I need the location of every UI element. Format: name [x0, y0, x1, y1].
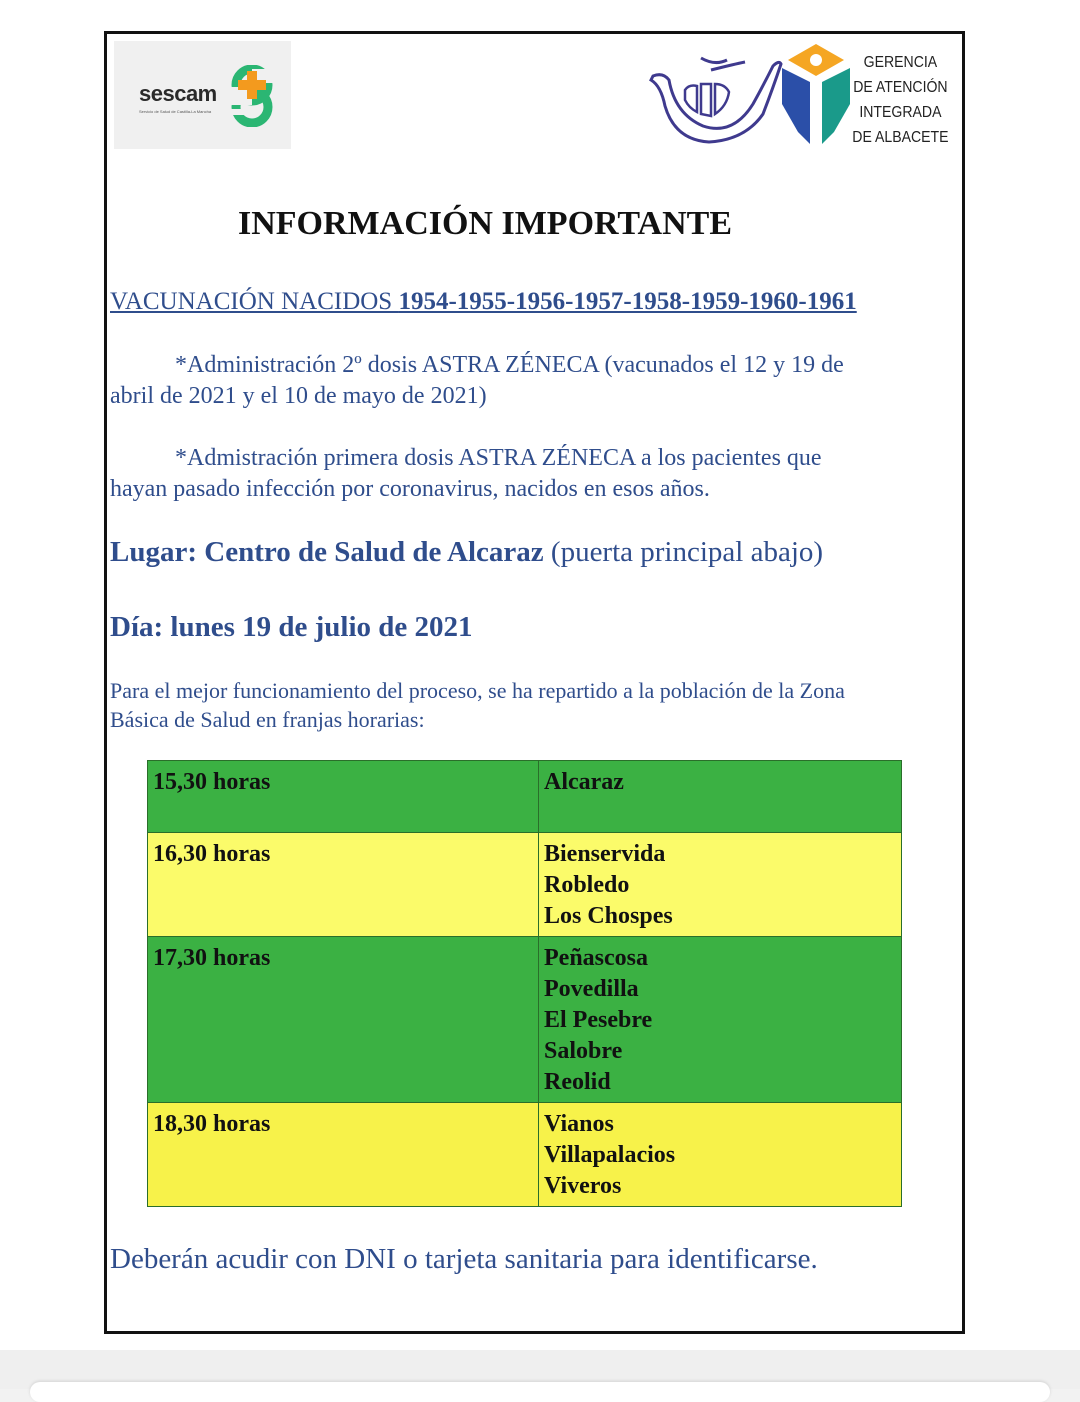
paragraph-line: hayan pasado infección por coronavirus, nacidos en esos años. [110, 476, 710, 502]
time-cell: 15,30 horas [148, 761, 539, 833]
place-name: Los Chospes [544, 903, 673, 929]
table-row [148, 1103, 902, 1207]
place-name: Povedilla [544, 976, 639, 1002]
table-row [148, 937, 902, 1103]
table-row [148, 833, 902, 937]
paragraph-second-dose [110, 350, 930, 412]
subtitle-prefix: VACUNACIÓN NACIDOS [110, 288, 399, 315]
place-name: Robledo [544, 872, 630, 898]
page-title: INFORMACIÓN IMPORTANTE [238, 205, 732, 242]
schedule-table [147, 760, 902, 1207]
places-cell [539, 761, 902, 833]
place-name: Salobre [544, 1038, 623, 1064]
place-name: Reolid [544, 1069, 611, 1095]
location-detail: (puerta principal abajo) [543, 536, 824, 568]
time-cell: 18,30 horas [148, 1103, 539, 1207]
sescam-logo-text: sescam [139, 81, 217, 106]
subtitle-years: 1954-1955-1956-1957-1958-1959-1960-1961 [398, 288, 857, 315]
paragraph-line: abril de 2021 y el 10 de mayo de 2021) [110, 383, 487, 409]
location-line [110, 536, 823, 569]
location-label: Lugar: Centro de Salud de Alcaraz [110, 536, 544, 568]
gerencia-line-3: INTEGRADA [859, 104, 942, 121]
place-name: El Pesebre [544, 1007, 653, 1033]
place-name: Peñascosa [544, 945, 648, 971]
paragraph-line: *Administración 2º dosis ASTRA ZÉNECA (vacunados el 12 y 19 de [175, 352, 844, 378]
place-name: Viveros [544, 1173, 622, 1199]
gerencia-text [852, 50, 949, 150]
time-cell: 16,30 horas [148, 833, 539, 937]
viewer-bottom-card [30, 1382, 1050, 1402]
schedule-intro [110, 676, 960, 734]
sescam-logo-subtext: Servicio de Salud de Castilla-La Mancha [139, 109, 212, 114]
sescam-s-icon [230, 65, 274, 127]
paragraph-line: *Admistración primera dosis ASTRA ZÉNECA a los pacientes que [175, 445, 822, 471]
places-cell [539, 937, 902, 1103]
gerencia-line-1: GERENCIA [863, 54, 938, 71]
place-name: Vianos [544, 1111, 614, 1137]
id-requirement-note: Deberán acudir con DNI o tarjeta sanitaria para identificarse. [110, 1243, 818, 1275]
gerencia-shield-icon [780, 44, 852, 150]
place-name: Bienservida [544, 841, 666, 867]
gerencia-emblem-icon [645, 44, 785, 150]
paragraph-first-dose [110, 443, 930, 505]
gerencia-line-4: DE ALBACETE [852, 129, 949, 146]
table-row [148, 761, 902, 833]
time-cell: 17,30 horas [148, 937, 539, 1103]
gerencia-line-2: DE ATENCIÓN [853, 79, 948, 96]
date-line: Día: lunes 19 de julio de 2021 [110, 611, 473, 643]
place-name: Villapalacios [544, 1142, 676, 1168]
vaccination-subtitle [110, 288, 857, 316]
places-cell [539, 833, 902, 937]
intro-line: Básica de Salud en franjas horarias: [110, 707, 425, 732]
place-name: Alcaraz [544, 769, 624, 795]
sescam-logo [114, 41, 291, 149]
intro-line: Para el mejor funcionamiento del proceso, se ha repartido a la población de la Zona [110, 678, 845, 703]
places-cell [539, 1103, 902, 1207]
